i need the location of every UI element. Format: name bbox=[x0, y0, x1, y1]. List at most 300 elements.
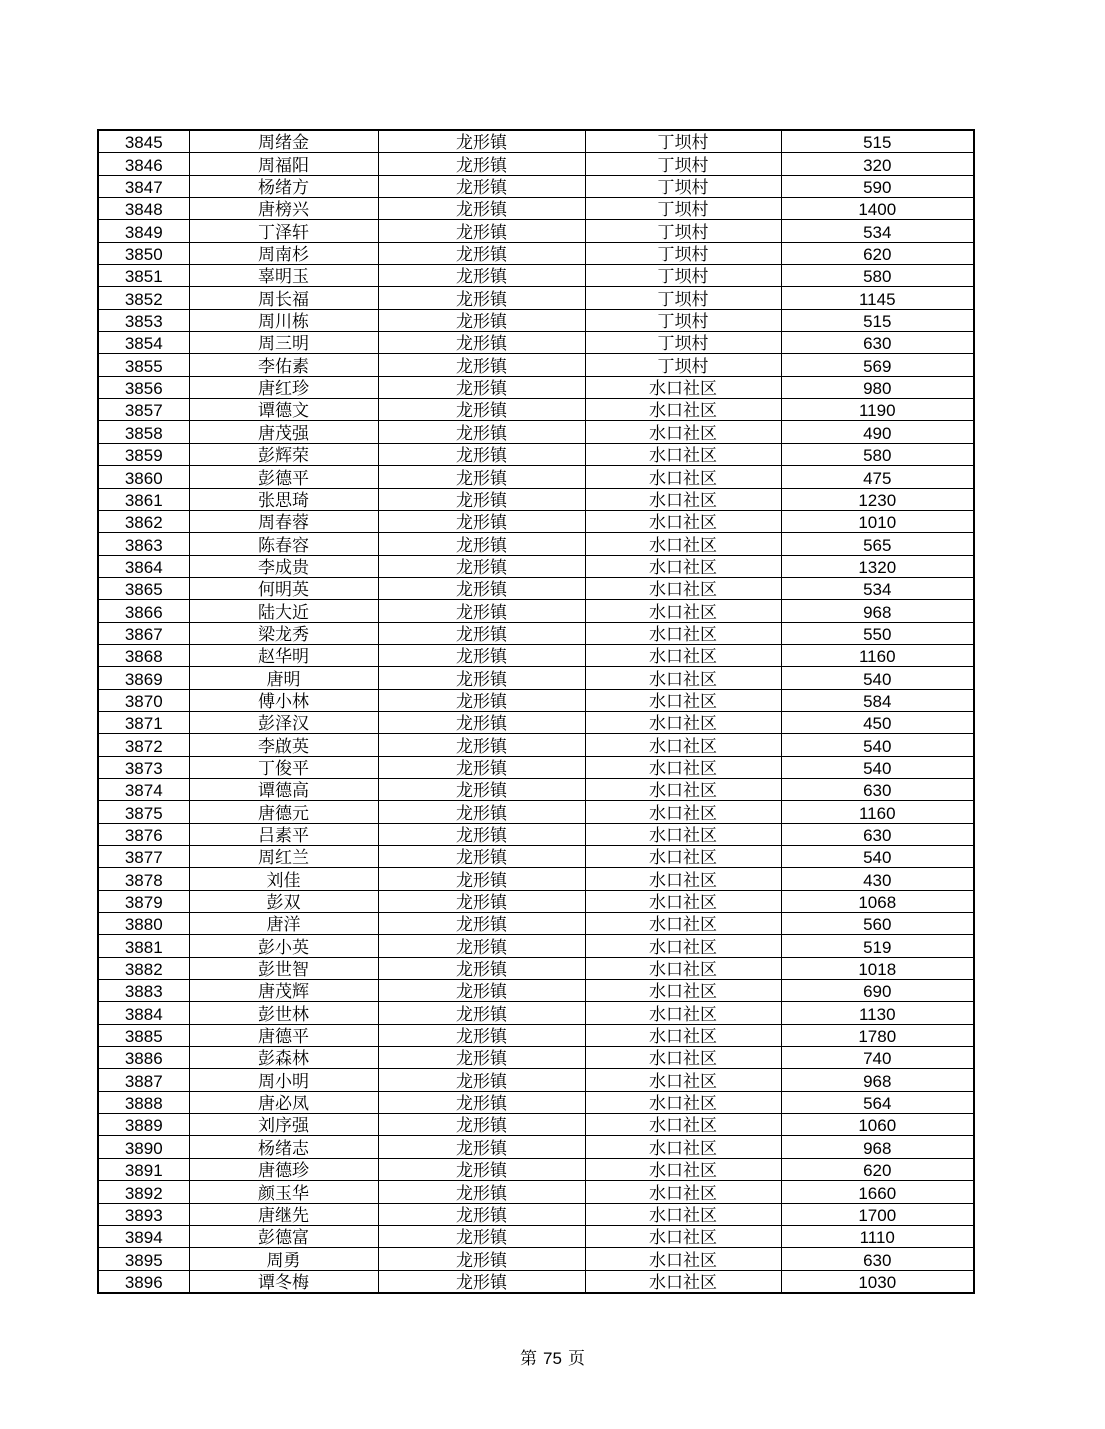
row-number-cell: 3890 bbox=[98, 1136, 189, 1158]
row-number-cell: 3881 bbox=[98, 935, 189, 957]
row-number-cell: 3889 bbox=[98, 1114, 189, 1136]
village-cell: 水口社区 bbox=[585, 1024, 781, 1046]
village-cell: 水口社区 bbox=[585, 488, 781, 510]
town-cell: 龙形镇 bbox=[378, 488, 585, 510]
name-cell: 周川栋 bbox=[189, 309, 378, 331]
name-cell: 周三明 bbox=[189, 332, 378, 354]
village-cell: 水口社区 bbox=[585, 913, 781, 935]
name-cell: 唐德平 bbox=[189, 1024, 378, 1046]
name-cell: 张思琦 bbox=[189, 488, 378, 510]
town-cell: 龙形镇 bbox=[378, 957, 585, 979]
name-cell: 李成贵 bbox=[189, 555, 378, 577]
amount-cell: 540 bbox=[781, 667, 974, 689]
name-cell: 唐洋 bbox=[189, 913, 378, 935]
town-cell: 龙形镇 bbox=[378, 354, 585, 376]
amount-cell: 690 bbox=[781, 980, 974, 1002]
table-row bbox=[98, 1002, 974, 1024]
table-row bbox=[98, 577, 974, 599]
town-cell: 龙形镇 bbox=[378, 287, 585, 309]
town-cell: 龙形镇 bbox=[378, 846, 585, 868]
village-cell: 水口社区 bbox=[585, 644, 781, 666]
village-cell: 水口社区 bbox=[585, 399, 781, 421]
row-number-cell: 3877 bbox=[98, 846, 189, 868]
name-cell: 周春蓉 bbox=[189, 510, 378, 532]
amount-cell: 590 bbox=[781, 175, 974, 197]
town-cell: 龙形镇 bbox=[378, 510, 585, 532]
table-row bbox=[98, 846, 974, 868]
table-row bbox=[98, 376, 974, 398]
village-cell: 水口社区 bbox=[585, 711, 781, 733]
row-number-cell: 3853 bbox=[98, 309, 189, 331]
village-cell: 水口社区 bbox=[585, 1002, 781, 1024]
town-cell: 龙形镇 bbox=[378, 1270, 585, 1293]
name-cell: 唐继先 bbox=[189, 1203, 378, 1225]
row-number-cell: 3884 bbox=[98, 1002, 189, 1024]
village-cell: 水口社区 bbox=[585, 778, 781, 800]
table-row bbox=[98, 890, 974, 912]
row-number-cell: 3869 bbox=[98, 667, 189, 689]
amount-cell: 968 bbox=[781, 1069, 974, 1091]
name-cell: 刘佳 bbox=[189, 868, 378, 890]
name-cell: 彭德平 bbox=[189, 466, 378, 488]
village-cell: 水口社区 bbox=[585, 689, 781, 711]
table-row bbox=[98, 913, 974, 935]
amount-cell: 1320 bbox=[781, 555, 974, 577]
table-row bbox=[98, 309, 974, 331]
row-number-cell: 3878 bbox=[98, 868, 189, 890]
town-cell: 龙形镇 bbox=[378, 600, 585, 622]
row-number-cell: 3849 bbox=[98, 220, 189, 242]
page-label-prefix: 第 bbox=[520, 1349, 538, 1369]
town-cell: 龙形镇 bbox=[378, 868, 585, 890]
table-row bbox=[98, 689, 974, 711]
village-cell: 水口社区 bbox=[585, 421, 781, 443]
name-cell: 谭德高 bbox=[189, 778, 378, 800]
amount-cell: 1145 bbox=[781, 287, 974, 309]
village-cell: 水口社区 bbox=[585, 846, 781, 868]
town-cell: 龙形镇 bbox=[378, 756, 585, 778]
village-cell: 水口社区 bbox=[585, 868, 781, 890]
table-row bbox=[98, 466, 974, 488]
table-row bbox=[98, 778, 974, 800]
name-cell: 李啟英 bbox=[189, 734, 378, 756]
name-cell: 丁泽轩 bbox=[189, 220, 378, 242]
row-number-cell: 3876 bbox=[98, 823, 189, 845]
town-cell: 龙形镇 bbox=[378, 689, 585, 711]
town-cell: 龙形镇 bbox=[378, 466, 585, 488]
amount-cell: 430 bbox=[781, 868, 974, 890]
village-cell: 丁坝村 bbox=[585, 265, 781, 287]
village-cell: 水口社区 bbox=[585, 823, 781, 845]
town-cell: 龙形镇 bbox=[378, 935, 585, 957]
name-cell: 彭德富 bbox=[189, 1225, 378, 1247]
village-cell: 水口社区 bbox=[585, 1270, 781, 1293]
name-cell: 赵华明 bbox=[189, 644, 378, 666]
amount-cell: 968 bbox=[781, 1136, 974, 1158]
village-cell: 水口社区 bbox=[585, 443, 781, 465]
table-row bbox=[98, 1203, 974, 1225]
town-cell: 龙形镇 bbox=[378, 1024, 585, 1046]
amount-cell: 540 bbox=[781, 846, 974, 868]
row-number-cell: 3848 bbox=[98, 198, 189, 220]
row-number-cell: 3864 bbox=[98, 555, 189, 577]
row-number-cell: 3879 bbox=[98, 890, 189, 912]
amount-cell: 1060 bbox=[781, 1114, 974, 1136]
table-row bbox=[98, 1225, 974, 1247]
name-cell: 彭世林 bbox=[189, 1002, 378, 1024]
row-number-cell: 3855 bbox=[98, 354, 189, 376]
amount-cell: 584 bbox=[781, 689, 974, 711]
name-cell: 唐榜兴 bbox=[189, 198, 378, 220]
village-cell: 丁坝村 bbox=[585, 220, 781, 242]
town-cell: 龙形镇 bbox=[378, 153, 585, 175]
page-label-suffix: 页 bbox=[567, 1349, 585, 1369]
amount-cell: 564 bbox=[781, 1091, 974, 1113]
town-cell: 龙形镇 bbox=[378, 778, 585, 800]
row-number-cell: 3880 bbox=[98, 913, 189, 935]
town-cell: 龙形镇 bbox=[378, 823, 585, 845]
town-cell: 龙形镇 bbox=[378, 1248, 585, 1270]
town-cell: 龙形镇 bbox=[378, 890, 585, 912]
name-cell: 周红兰 bbox=[189, 846, 378, 868]
name-cell: 辜明玉 bbox=[189, 265, 378, 287]
row-number-cell: 3851 bbox=[98, 265, 189, 287]
name-cell: 唐必凤 bbox=[189, 1091, 378, 1113]
row-number-cell: 3882 bbox=[98, 957, 189, 979]
amount-cell: 540 bbox=[781, 756, 974, 778]
name-cell: 谭德文 bbox=[189, 399, 378, 421]
amount-cell: 1190 bbox=[781, 399, 974, 421]
table-row bbox=[98, 1091, 974, 1113]
table-row bbox=[98, 175, 974, 197]
village-cell: 丁坝村 bbox=[585, 242, 781, 264]
row-number-cell: 3850 bbox=[98, 242, 189, 264]
table-row bbox=[98, 1248, 974, 1270]
table-row bbox=[98, 287, 974, 309]
amount-cell: 630 bbox=[781, 1248, 974, 1270]
town-cell: 龙形镇 bbox=[378, 622, 585, 644]
name-cell: 唐明 bbox=[189, 667, 378, 689]
town-cell: 龙形镇 bbox=[378, 130, 585, 153]
village-cell: 水口社区 bbox=[585, 957, 781, 979]
town-cell: 龙形镇 bbox=[378, 1091, 585, 1113]
name-cell: 杨绪方 bbox=[189, 175, 378, 197]
town-cell: 龙形镇 bbox=[378, 332, 585, 354]
village-cell: 水口社区 bbox=[585, 376, 781, 398]
table-row bbox=[98, 980, 974, 1002]
table-row bbox=[98, 756, 974, 778]
row-number-cell: 3867 bbox=[98, 622, 189, 644]
row-number-cell: 3860 bbox=[98, 466, 189, 488]
name-cell: 唐红珍 bbox=[189, 376, 378, 398]
amount-cell: 630 bbox=[781, 778, 974, 800]
row-number-cell: 3857 bbox=[98, 399, 189, 421]
amount-cell: 980 bbox=[781, 376, 974, 398]
amount-cell: 968 bbox=[781, 600, 974, 622]
table-row bbox=[98, 533, 974, 555]
town-cell: 龙形镇 bbox=[378, 667, 585, 689]
row-number-cell: 3883 bbox=[98, 980, 189, 1002]
table-row bbox=[98, 622, 974, 644]
name-cell: 周绪金 bbox=[189, 130, 378, 153]
amount-cell: 534 bbox=[781, 577, 974, 599]
row-number-cell: 3865 bbox=[98, 577, 189, 599]
row-number-cell: 3862 bbox=[98, 510, 189, 532]
village-cell: 水口社区 bbox=[585, 600, 781, 622]
row-number-cell: 3893 bbox=[98, 1203, 189, 1225]
village-cell: 水口社区 bbox=[585, 1203, 781, 1225]
row-number-cell: 3892 bbox=[98, 1181, 189, 1203]
name-cell: 唐德珍 bbox=[189, 1158, 378, 1180]
town-cell: 龙形镇 bbox=[378, 175, 585, 197]
row-number-cell: 3896 bbox=[98, 1270, 189, 1293]
row-number-cell: 3847 bbox=[98, 175, 189, 197]
name-cell: 刘序强 bbox=[189, 1114, 378, 1136]
amount-cell: 550 bbox=[781, 622, 974, 644]
name-cell: 彭小英 bbox=[189, 935, 378, 957]
row-number-cell: 3872 bbox=[98, 734, 189, 756]
name-cell: 彭双 bbox=[189, 890, 378, 912]
name-cell: 周福阳 bbox=[189, 153, 378, 175]
row-number-cell: 3861 bbox=[98, 488, 189, 510]
name-cell: 陈春容 bbox=[189, 533, 378, 555]
town-cell: 龙形镇 bbox=[378, 1136, 585, 1158]
amount-cell: 515 bbox=[781, 130, 974, 153]
name-cell: 陆大近 bbox=[189, 600, 378, 622]
town-cell: 龙形镇 bbox=[378, 1114, 585, 1136]
row-number-cell: 3885 bbox=[98, 1024, 189, 1046]
amount-cell: 1018 bbox=[781, 957, 974, 979]
row-number-cell: 3859 bbox=[98, 443, 189, 465]
row-number-cell: 3854 bbox=[98, 332, 189, 354]
village-cell: 丁坝村 bbox=[585, 354, 781, 376]
page-number: 75 bbox=[543, 1349, 562, 1368]
row-number-cell: 3886 bbox=[98, 1047, 189, 1069]
table-row bbox=[98, 265, 974, 287]
amount-cell: 620 bbox=[781, 242, 974, 264]
amount-cell: 1660 bbox=[781, 1181, 974, 1203]
row-number-cell: 3845 bbox=[98, 130, 189, 153]
amount-cell: 540 bbox=[781, 734, 974, 756]
amount-cell: 1130 bbox=[781, 1002, 974, 1024]
table-row bbox=[98, 242, 974, 264]
amount-cell: 1160 bbox=[781, 644, 974, 666]
village-cell: 水口社区 bbox=[585, 1248, 781, 1270]
village-cell: 水口社区 bbox=[585, 555, 781, 577]
name-cell: 周小明 bbox=[189, 1069, 378, 1091]
row-number-cell: 3863 bbox=[98, 533, 189, 555]
town-cell: 龙形镇 bbox=[378, 801, 585, 823]
amount-cell: 1010 bbox=[781, 510, 974, 532]
table-row bbox=[98, 510, 974, 532]
village-cell: 丁坝村 bbox=[585, 332, 781, 354]
row-number-cell: 3894 bbox=[98, 1225, 189, 1247]
table-row bbox=[98, 868, 974, 890]
table-row bbox=[98, 332, 974, 354]
village-cell: 水口社区 bbox=[585, 622, 781, 644]
table-row bbox=[98, 153, 974, 175]
village-cell: 水口社区 bbox=[585, 980, 781, 1002]
table-row bbox=[98, 130, 974, 153]
town-cell: 龙形镇 bbox=[378, 1158, 585, 1180]
row-number-cell: 3866 bbox=[98, 600, 189, 622]
amount-cell: 565 bbox=[781, 533, 974, 555]
amount-cell: 1030 bbox=[781, 1270, 974, 1293]
town-cell: 龙形镇 bbox=[378, 399, 585, 421]
town-cell: 龙形镇 bbox=[378, 734, 585, 756]
village-cell: 水口社区 bbox=[585, 577, 781, 599]
table-row bbox=[98, 644, 974, 666]
name-cell: 傅小林 bbox=[189, 689, 378, 711]
village-cell: 水口社区 bbox=[585, 667, 781, 689]
village-cell: 丁坝村 bbox=[585, 175, 781, 197]
amount-cell: 1780 bbox=[781, 1024, 974, 1046]
village-cell: 水口社区 bbox=[585, 1069, 781, 1091]
name-cell: 梁龙秀 bbox=[189, 622, 378, 644]
name-cell: 李佑素 bbox=[189, 354, 378, 376]
name-cell: 彭世智 bbox=[189, 957, 378, 979]
town-cell: 龙形镇 bbox=[378, 265, 585, 287]
amount-cell: 630 bbox=[781, 332, 974, 354]
village-cell: 丁坝村 bbox=[585, 153, 781, 175]
name-cell: 周勇 bbox=[189, 1248, 378, 1270]
town-cell: 龙形镇 bbox=[378, 1069, 585, 1091]
name-cell: 唐茂强 bbox=[189, 421, 378, 443]
amount-cell: 569 bbox=[781, 354, 974, 376]
table-row bbox=[98, 600, 974, 622]
amount-cell: 620 bbox=[781, 1158, 974, 1180]
village-cell: 水口社区 bbox=[585, 1091, 781, 1113]
table-row bbox=[98, 1158, 974, 1180]
table-row bbox=[98, 555, 974, 577]
amount-cell: 1110 bbox=[781, 1225, 974, 1247]
table-row bbox=[98, 1270, 974, 1293]
village-cell: 水口社区 bbox=[585, 734, 781, 756]
table-row bbox=[98, 488, 974, 510]
town-cell: 龙形镇 bbox=[378, 577, 585, 599]
row-number-cell: 3895 bbox=[98, 1248, 189, 1270]
table-row bbox=[98, 220, 974, 242]
row-number-cell: 3846 bbox=[98, 153, 189, 175]
village-cell: 水口社区 bbox=[585, 1225, 781, 1247]
town-cell: 龙形镇 bbox=[378, 198, 585, 220]
name-cell: 周长福 bbox=[189, 287, 378, 309]
village-cell: 丁坝村 bbox=[585, 309, 781, 331]
village-cell: 水口社区 bbox=[585, 801, 781, 823]
amount-cell: 740 bbox=[781, 1047, 974, 1069]
roster-table-body bbox=[98, 130, 974, 1293]
name-cell: 吕素平 bbox=[189, 823, 378, 845]
amount-cell: 475 bbox=[781, 466, 974, 488]
row-number-cell: 3858 bbox=[98, 421, 189, 443]
town-cell: 龙形镇 bbox=[378, 1225, 585, 1247]
table-row bbox=[98, 823, 974, 845]
amount-cell: 450 bbox=[781, 711, 974, 733]
village-cell: 水口社区 bbox=[585, 1047, 781, 1069]
town-cell: 龙形镇 bbox=[378, 913, 585, 935]
town-cell: 龙形镇 bbox=[378, 1002, 585, 1024]
table-row bbox=[98, 734, 974, 756]
table-row bbox=[98, 443, 974, 465]
village-cell: 丁坝村 bbox=[585, 287, 781, 309]
town-cell: 龙形镇 bbox=[378, 242, 585, 264]
row-number-cell: 3887 bbox=[98, 1069, 189, 1091]
town-cell: 龙形镇 bbox=[378, 421, 585, 443]
amount-cell: 1700 bbox=[781, 1203, 974, 1225]
town-cell: 龙形镇 bbox=[378, 220, 585, 242]
table-row bbox=[98, 1069, 974, 1091]
amount-cell: 320 bbox=[781, 153, 974, 175]
village-cell: 水口社区 bbox=[585, 1114, 781, 1136]
town-cell: 龙形镇 bbox=[378, 1203, 585, 1225]
name-cell: 何明英 bbox=[189, 577, 378, 599]
name-cell: 颜玉华 bbox=[189, 1181, 378, 1203]
name-cell: 彭辉荣 bbox=[189, 443, 378, 465]
town-cell: 龙形镇 bbox=[378, 1047, 585, 1069]
roster-table bbox=[97, 129, 975, 1294]
village-cell: 水口社区 bbox=[585, 756, 781, 778]
village-cell: 丁坝村 bbox=[585, 198, 781, 220]
village-cell: 水口社区 bbox=[585, 1158, 781, 1180]
row-number-cell: 3875 bbox=[98, 801, 189, 823]
village-cell: 水口社区 bbox=[585, 533, 781, 555]
name-cell: 谭冬梅 bbox=[189, 1270, 378, 1293]
name-cell: 彭泽汉 bbox=[189, 711, 378, 733]
table-row bbox=[98, 801, 974, 823]
table-row bbox=[98, 1136, 974, 1158]
town-cell: 龙形镇 bbox=[378, 980, 585, 1002]
name-cell: 周南杉 bbox=[189, 242, 378, 264]
town-cell: 龙形镇 bbox=[378, 1181, 585, 1203]
table-row bbox=[98, 957, 974, 979]
amount-cell: 580 bbox=[781, 265, 974, 287]
town-cell: 龙形镇 bbox=[378, 533, 585, 555]
town-cell: 龙形镇 bbox=[378, 443, 585, 465]
page-footer bbox=[0, 1344, 1105, 1369]
town-cell: 龙形镇 bbox=[378, 555, 585, 577]
amount-cell: 519 bbox=[781, 935, 974, 957]
village-cell: 丁坝村 bbox=[585, 130, 781, 153]
table-row bbox=[98, 667, 974, 689]
amount-cell: 515 bbox=[781, 309, 974, 331]
village-cell: 水口社区 bbox=[585, 466, 781, 488]
amount-cell: 560 bbox=[781, 913, 974, 935]
table-row bbox=[98, 1114, 974, 1136]
row-number-cell: 3871 bbox=[98, 711, 189, 733]
village-cell: 水口社区 bbox=[585, 890, 781, 912]
amount-cell: 580 bbox=[781, 443, 974, 465]
town-cell: 龙形镇 bbox=[378, 644, 585, 666]
amount-cell: 534 bbox=[781, 220, 974, 242]
row-number-cell: 3870 bbox=[98, 689, 189, 711]
name-cell: 丁俊平 bbox=[189, 756, 378, 778]
table-row bbox=[98, 198, 974, 220]
table-row bbox=[98, 1181, 974, 1203]
row-number-cell: 3873 bbox=[98, 756, 189, 778]
row-number-cell: 3868 bbox=[98, 644, 189, 666]
amount-cell: 490 bbox=[781, 421, 974, 443]
village-cell: 水口社区 bbox=[585, 1136, 781, 1158]
name-cell: 彭森林 bbox=[189, 1047, 378, 1069]
village-cell: 水口社区 bbox=[585, 510, 781, 532]
name-cell: 杨绪志 bbox=[189, 1136, 378, 1158]
table-row bbox=[98, 354, 974, 376]
table-row bbox=[98, 399, 974, 421]
row-number-cell: 3874 bbox=[98, 778, 189, 800]
village-cell: 水口社区 bbox=[585, 1181, 781, 1203]
row-number-cell: 3852 bbox=[98, 287, 189, 309]
name-cell: 唐茂辉 bbox=[189, 980, 378, 1002]
